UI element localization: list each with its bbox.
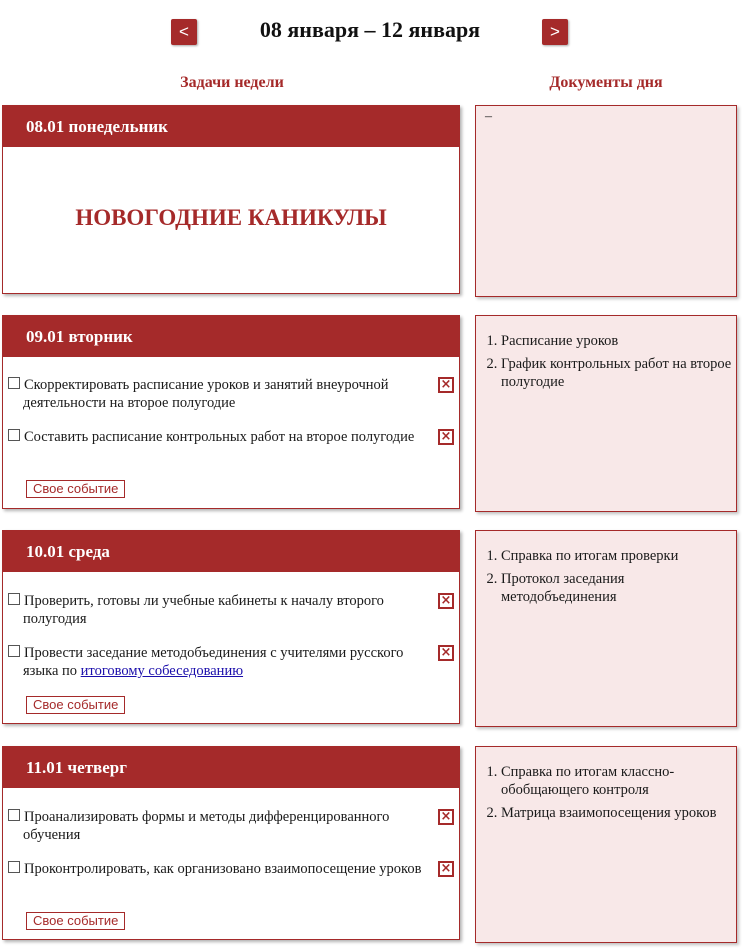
- own-event-button[interactable]: Свое событие: [26, 912, 125, 930]
- task-text: Скорректировать расписание уроков и занятий внеурочной деятельности на второе полугодие: [23, 377, 389, 411]
- task-checkbox[interactable]: [8, 861, 20, 873]
- day-card-monday: [2, 105, 460, 294]
- own-event-button[interactable]: Свое событие: [26, 480, 125, 498]
- documents-list: [476, 547, 736, 606]
- task-text: Проверить, готовы ли учебные кабинеты к началу второго полугодия: [23, 593, 384, 627]
- holiday-label: НОВОГОДНИЕ КАНИКУЛЫ: [75, 205, 387, 230]
- task-item[interactable]: [8, 376, 456, 412]
- no-documents-placeholder: –: [485, 109, 492, 124]
- task-checkbox[interactable]: [8, 645, 20, 657]
- document-item[interactable]: 2. График контрольных работ на второе полугодие: [501, 355, 736, 391]
- document-item[interactable]: 2. Протокол заседания методобъединения: [501, 570, 736, 606]
- own-event-button[interactable]: Свое событие: [26, 696, 125, 714]
- task-checkbox[interactable]: [8, 593, 20, 605]
- task-link-final-interview[interactable]: итоговому собеседованию: [80, 663, 244, 679]
- day-card-wednesday: [2, 530, 460, 724]
- docs-column-heading: Документы дня: [549, 74, 663, 91]
- week-title: 08 января – 12 января: [259, 17, 481, 42]
- document-item[interactable]: 1. Расписание уроков: [501, 332, 736, 350]
- task-checkbox[interactable]: [8, 377, 20, 389]
- task-item[interactable]: [8, 860, 456, 878]
- document-item[interactable]: 1. Справка по итогам классно-обобщающего контроля: [501, 763, 736, 799]
- documents-panel-monday: [475, 105, 737, 297]
- document-item[interactable]: 1. Справка по итогам проверки: [501, 547, 736, 565]
- delete-task-icon[interactable]: ×: [438, 429, 454, 445]
- day-header: 11.01 четверг: [3, 747, 459, 788]
- task-text: Проанализировать формы и методы дифференцированного обучения: [23, 809, 390, 843]
- day-header: 10.01 среда: [3, 531, 459, 572]
- day-card-tuesday: [2, 315, 460, 509]
- day-header: 09.01 вторник: [3, 316, 459, 357]
- delete-task-icon[interactable]: ×: [438, 377, 454, 393]
- prev-week-button[interactable]: <: [171, 19, 197, 45]
- documents-panel-wednesday: [475, 530, 737, 727]
- task-item[interactable]: [8, 592, 456, 628]
- task-text: Составить расписание контрольных работ на второе полугодие: [24, 429, 415, 445]
- task-item[interactable]: [8, 808, 456, 844]
- task-item[interactable]: [8, 644, 456, 680]
- documents-panel-tuesday: [475, 315, 737, 512]
- task-checkbox[interactable]: [8, 429, 20, 441]
- task-item[interactable]: [8, 428, 456, 446]
- documents-panel-thursday: [475, 746, 737, 943]
- task-text: Провести заседание методобъединения с учителями русского языка по: [23, 645, 404, 679]
- task-text: Проконтролировать, как организовано взаимопосещение уроков: [24, 861, 422, 877]
- delete-task-icon[interactable]: ×: [438, 645, 454, 661]
- document-item[interactable]: 2. Матрица взаимопосещения уроков: [501, 804, 736, 822]
- task-checkbox[interactable]: [8, 809, 20, 821]
- documents-list: [476, 332, 736, 391]
- delete-task-icon[interactable]: ×: [438, 593, 454, 609]
- documents-list: [476, 763, 736, 822]
- tasks-column-heading: Задачи недели: [180, 74, 284, 91]
- delete-task-icon[interactable]: ×: [438, 809, 454, 825]
- day-header: 08.01 понедельник: [3, 106, 459, 147]
- day-card-thursday: [2, 746, 460, 940]
- next-week-button[interactable]: >: [542, 19, 568, 45]
- delete-task-icon[interactable]: ×: [438, 861, 454, 877]
